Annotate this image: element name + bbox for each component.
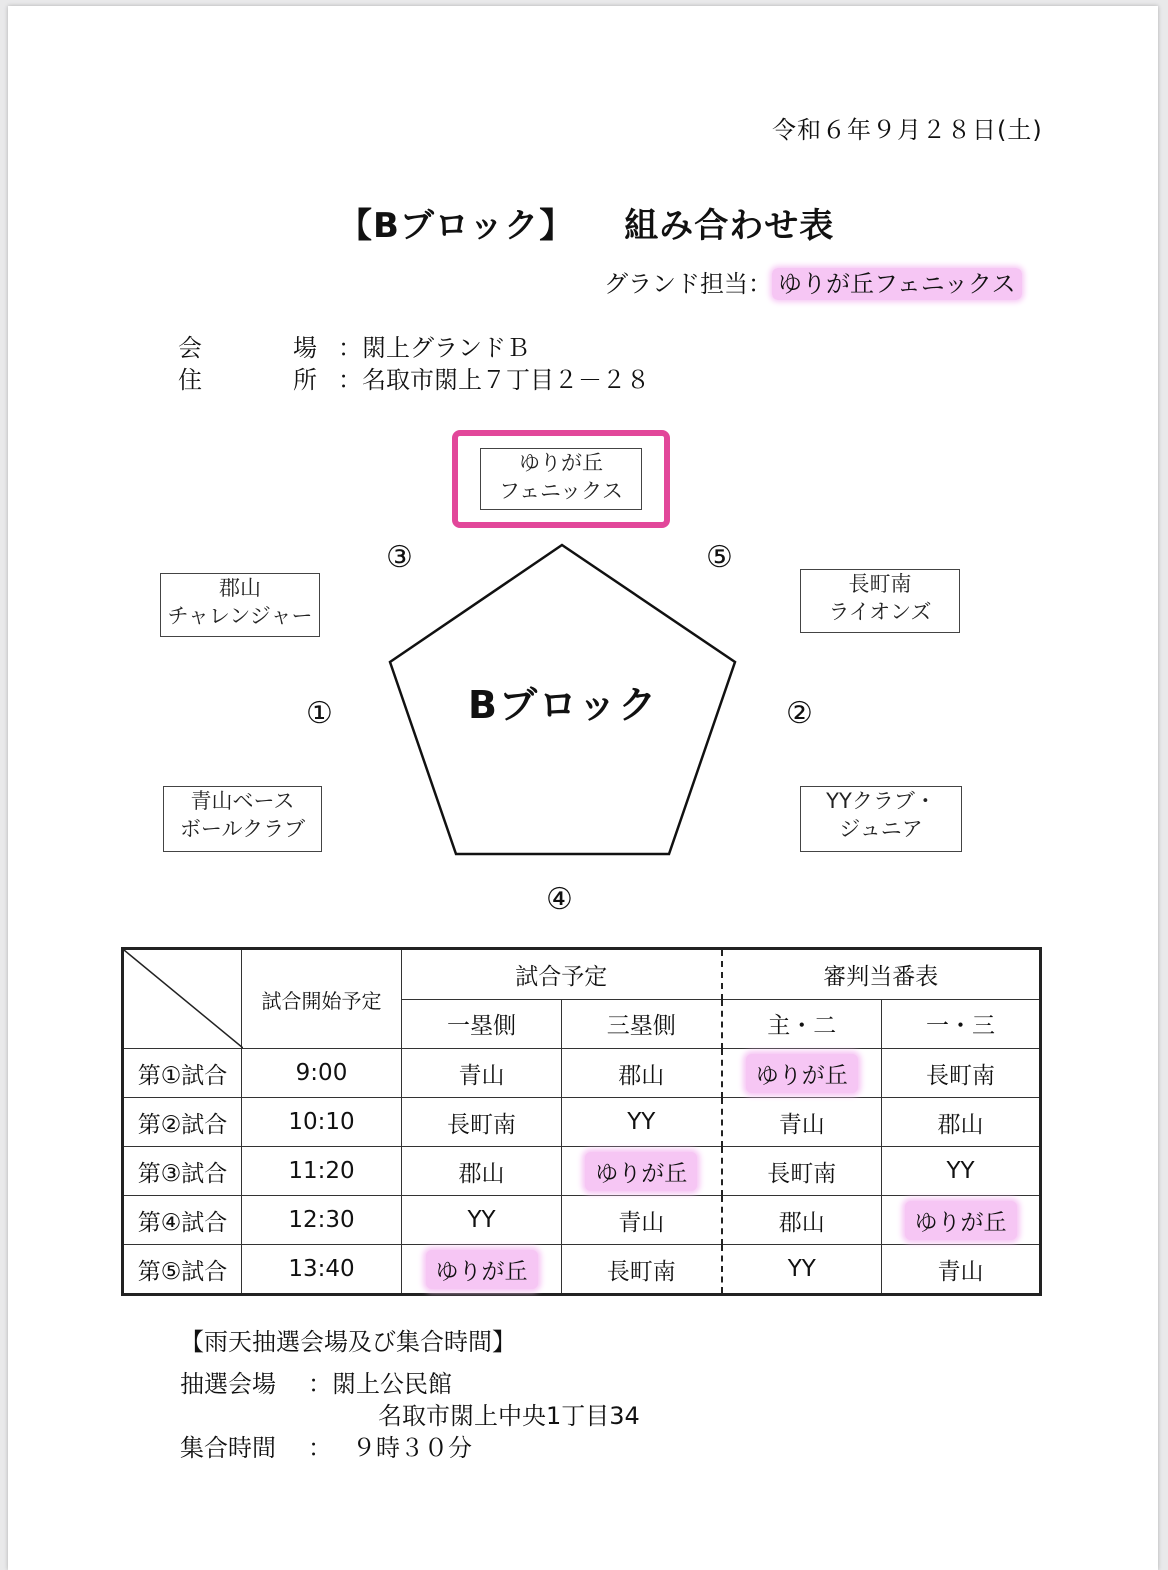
header-first-base: 一塁側 (402, 999, 562, 1049)
third-base-cell (562, 1147, 722, 1196)
lottery-venue (180, 1364, 452, 1399)
start-time: 12:30 (242, 1196, 402, 1245)
gather-value: ９時３０分 (352, 1434, 472, 1462)
header-main-second: 主・二 (722, 999, 882, 1049)
start-time: 13:40 (242, 1245, 402, 1295)
lottery-value: ：閖上公民館 (308, 1370, 452, 1398)
third-base-team: 長町南 (562, 1245, 722, 1295)
schedule-table (121, 947, 1042, 1296)
date: 令和６年９月２８日(土) (772, 116, 1043, 144)
team-top-line1: ゆりが丘 (519, 451, 603, 475)
table-row (123, 1098, 1041, 1147)
team-box-lower-left (163, 786, 322, 852)
third-base-team: 郡山 (562, 1049, 722, 1098)
team-top-line2: フェニックス (499, 479, 623, 503)
ump-main-team: 郡山 (722, 1196, 882, 1245)
team-ll-line1: 青山ベース (190, 789, 295, 813)
ump-sub-team: 長町南 (882, 1049, 1041, 1098)
table-row (123, 1196, 1041, 1245)
game-1-marker: ① (306, 696, 333, 731)
ump-sub-team: ゆりが丘 (905, 1201, 1017, 1240)
header-ump-group: 審判当番表 (722, 949, 1041, 1000)
gather-time (180, 1428, 472, 1463)
ground-team: ゆりが丘フェニックス (772, 268, 1022, 300)
third-base-team: 青山 (562, 1196, 722, 1245)
first-base-team: 青山 (402, 1049, 562, 1098)
third-base-team: YY (562, 1098, 722, 1147)
address-value: ：名取市閖上７丁目２－２８ (338, 366, 650, 394)
corner-cell (123, 949, 242, 1049)
table-row (123, 1245, 1041, 1295)
game-4-marker: ④ (546, 882, 573, 917)
title-block: 【Bブロック】 (338, 206, 575, 246)
team-ul-line2: チャレンジャー (167, 604, 313, 628)
game-label: 第②試合 (123, 1098, 242, 1147)
game-5-marker: ⑤ (706, 540, 733, 575)
start-time: 10:10 (242, 1098, 402, 1147)
game-label: 第③試合 (123, 1147, 242, 1196)
diagonal-line (124, 950, 243, 1048)
team-box-lower-right (800, 786, 962, 852)
team-ur-line2: ライオンズ (828, 600, 932, 624)
ump-sub-team: 郡山 (882, 1098, 1041, 1147)
team-box-upper-left (160, 573, 320, 637)
venue-key-2: 場 (293, 334, 317, 362)
ground-label: グランド担当： (604, 270, 772, 298)
team-box-upper-right (800, 569, 960, 633)
header-first-third: 一・三 (882, 999, 1041, 1049)
first-base-cell (402, 1245, 562, 1295)
team-ur-line1: 長町南 (848, 572, 912, 596)
first-base-team: 長町南 (402, 1098, 562, 1147)
ump-main-team: YY (722, 1245, 882, 1295)
title-text: 組み合わせ表 (624, 206, 835, 246)
block-label: Bブロック (468, 683, 659, 727)
start-time: 11:20 (242, 1147, 402, 1196)
header-third-base: 三塁側 (562, 999, 722, 1049)
first-base-team: 郡山 (402, 1147, 562, 1196)
venue-key-1: 会 (178, 334, 202, 362)
game-label: 第⑤試合 (123, 1245, 242, 1295)
ump-sub-team: YY (882, 1147, 1041, 1196)
third-base-team: ゆりが丘 (585, 1152, 697, 1191)
address-key-2: 所 (293, 366, 317, 394)
team-ll-line2: ボールクラブ (179, 817, 306, 841)
ump-main-team: 長町南 (722, 1147, 882, 1196)
document-page (8, 6, 1158, 1570)
game-3-marker: ③ (386, 540, 413, 575)
team-lr-line2: ジュニア (839, 817, 923, 841)
ump-sub-team: 青山 (882, 1245, 1041, 1295)
venue-value: ：閖上グランドＢ (338, 334, 530, 362)
team-ul-line1: 郡山 (219, 576, 261, 600)
start-time: 9:00 (242, 1049, 402, 1098)
game-label: 第④試合 (123, 1196, 242, 1245)
address-key-1: 住 (178, 366, 202, 394)
header-game-group: 試合予定 (402, 949, 722, 1000)
ump-main-cell (722, 1049, 882, 1098)
ump-sub-cell (882, 1196, 1041, 1245)
gather-label: 集合時間 (180, 1434, 276, 1462)
table-row (123, 1049, 1041, 1098)
ump-main-team: ゆりが丘 (746, 1054, 858, 1093)
lottery-label: 抽選会場 (180, 1370, 276, 1398)
table-row (123, 1147, 1041, 1196)
header-start: 試合開始予定 (242, 949, 402, 1049)
team-lr-line1: YYクラブ・ (826, 789, 936, 813)
team-box-top (480, 448, 642, 510)
first-base-team: ゆりが丘 (426, 1250, 538, 1289)
game-label: 第①試合 (123, 1049, 242, 1098)
rain-heading: 【雨天抽選会場及び集合時間】 (180, 1328, 516, 1356)
game-2-marker: ② (786, 696, 813, 731)
lottery-address: 名取市閖上中央1丁目34 (378, 1402, 640, 1430)
gather-sep: ： (308, 1434, 332, 1462)
ump-main-team: 青山 (722, 1098, 882, 1147)
first-base-team: YY (402, 1196, 562, 1245)
